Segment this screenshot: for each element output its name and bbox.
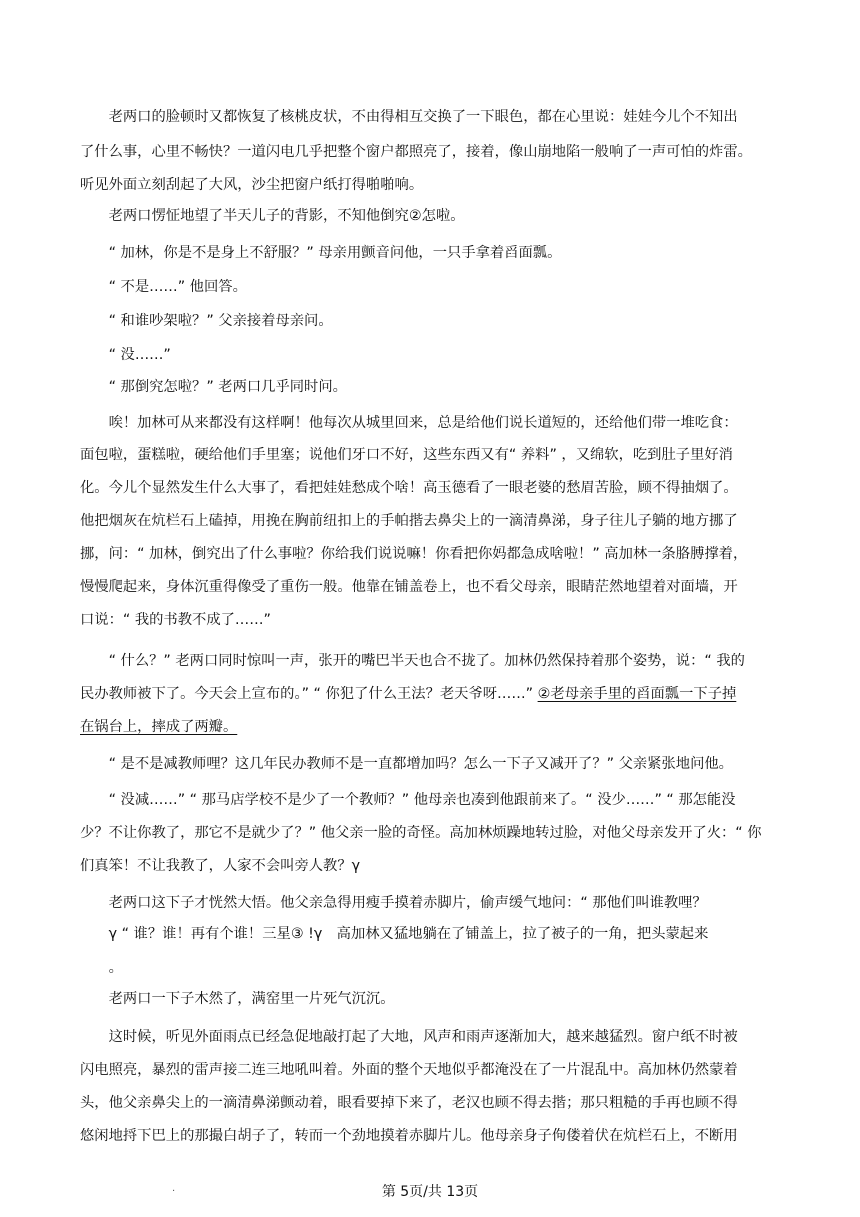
footer-dot: . — [172, 1183, 176, 1194]
paragraph-line — [80, 713, 792, 743]
paragraph-line: 少？不让你教了，那它不是就少了？” 他父亲一脸的奇怪。高加林烦躁地转过脸，对他父母亲发开了火：“ 你 — [80, 825, 762, 841]
paragraph-line: “ 是不是减教师哩？这几年民办教师不是一直都增加吗？怎么一下子又减开了？” 父亲紧张地问他。 — [80, 756, 733, 772]
paragraph-line: 头，他父亲鼻尖上的一滴清鼻涕颤动着，眼看要掉下来了，老汉也顾不得去揩；那只粗糙的手再也顾不得 — [80, 1095, 738, 1111]
paragraph-line: 老两口一下子木然了，满窑里一片死气沉沉。 — [80, 991, 395, 1007]
paragraph-line: 老两口愣怔地望了半天儿子的背影，不知他倒究②怎啦。 — [80, 208, 465, 224]
underlined-sentence: ②老母亲手里的舀面瓢一下子掉 — [537, 686, 737, 702]
paragraph-line: 听见外面立刻刮起了大风，沙尘把窗户纸打得啪啪响。 — [80, 177, 424, 193]
paragraph-line: 挪，问：“ 加林，倒究出了什么事啦？你给我们说说嘛！你看把你妈都急成啥啦！” 高加林一条胳膊撑着， — [80, 546, 748, 562]
paragraph-line: “ 那倒究怎啦？” 老两口几乎同时问。 — [80, 379, 347, 395]
paragraph-line: 。 — [80, 960, 123, 976]
paragraph-line: 口说：“ 我的书教不成了……” — [80, 612, 271, 628]
paragraph-line: “ 加林，你是不是身上不舒服？” 母亲用颤音问他，一只手拿着舀面瓢。 — [80, 245, 562, 261]
paragraph-line: 面包啦，蛋糕啦，硬给他们手里塞；说他们牙口不好，这些东西又有“ 养料” ，又绵软，吃到肚子里好消 — [80, 447, 733, 463]
paragraph-line: 他把烟灰在炕栏石上磕掉，用挽在胸前纽扣上的手帕揩去鼻尖上的一滴清鼻涕，身子往儿子躺的地方挪了 — [80, 513, 738, 529]
paragraph-line: 们真笨！不让我教了，人家不会叫旁人教？γ — [80, 858, 361, 874]
paragraph-line: 慢慢爬起来，身体沉重得像受了重伤一般。他靠在铺盖卷上，也不看父母亲，眼睛茫然地望着对面墙，开 — [80, 579, 738, 595]
paragraph-line: γ “ 谁？谁！再有个谁！三星③ !γ 高加林又猛地躺在了铺盖上，拉了被子的一角，把头蒙起来 — [80, 926, 709, 942]
paragraph-line: 悠闲地捋下巴上的那撮白胡子了，转而一个劲地摸着赤脚片儿。他母亲身子佝偻着伏在炕栏石上，不断用 — [80, 1128, 738, 1144]
paragraph-line: 化。今儿个显然发生什么大事了，看把娃娃愁成个啥！高玉德看了一眼老婆的愁眉苦脸，顾不得抽烟了。 — [80, 480, 738, 496]
paragraph-line: “ 什么？” 老两口同时惊叫一声，张开的嘴巴半天也合不拢了。加林仍然保持着那个姿势，说：“ 我的 — [80, 653, 745, 669]
paragraph-line: 了什么事，心里不畅快？一道闪电几乎把整个窗户都照亮了，接着，像山崩地陷一般响了一声可怕的炸雷。 — [80, 144, 752, 160]
paragraph-line: “ 和谁吵架啦？” 父亲接着母亲问。 — [80, 313, 333, 329]
paragraph-line: “ 没减……” “ 那马店学校不是少了一个教师？” 他母亲也凑到他跟前来了。“ 没少……” “ 那怎能没 — [80, 792, 736, 808]
page-number-footer: 第 5页/共 13页 — [381, 1184, 479, 1200]
paragraph-text: 民办教师被下了。今天会上宣布的。” “ 你犯了什么王法？老天爷呀……” — [80, 686, 538, 702]
paragraph-line: 唉！加林可从来都没有这样啊！他每次从城里回来，总是给他们说长道短的，还给他们带一堆吃食： — [80, 415, 738, 431]
underlined-sentence: 在锅台上，摔成了两瓣。 — [80, 719, 238, 735]
paragraph-line: 老两口的脸顿时又都恢复了核桃皮状，不由得相互交换了一下眼色，都在心里说：娃娃今儿个不知出 — [80, 109, 738, 125]
paragraph-line: 这时候，听见外面雨点已经急促地敲打起了大地，风声和雨声逐渐加大，越来越猛烈。窗户纸不时被 — [80, 1029, 738, 1045]
paragraph-line: “ 不是……” 他回答。 — [80, 279, 247, 295]
paragraph-line: 老两口这下子才恍然大悟。他父亲急得用瘦手摸着赤脚片，偷声缓气地问：“ 那他们叫谁教哩？ — [80, 895, 707, 911]
paragraph-line: “ 没……” — [80, 347, 171, 363]
paragraph-line: 闪电照亮，暴烈的雷声接二连三地吼叫着。外面的整个天地似乎都淹没在了一片混乱中。高加林仍然蒙着 — [80, 1062, 738, 1078]
paragraph-line — [80, 680, 792, 710]
